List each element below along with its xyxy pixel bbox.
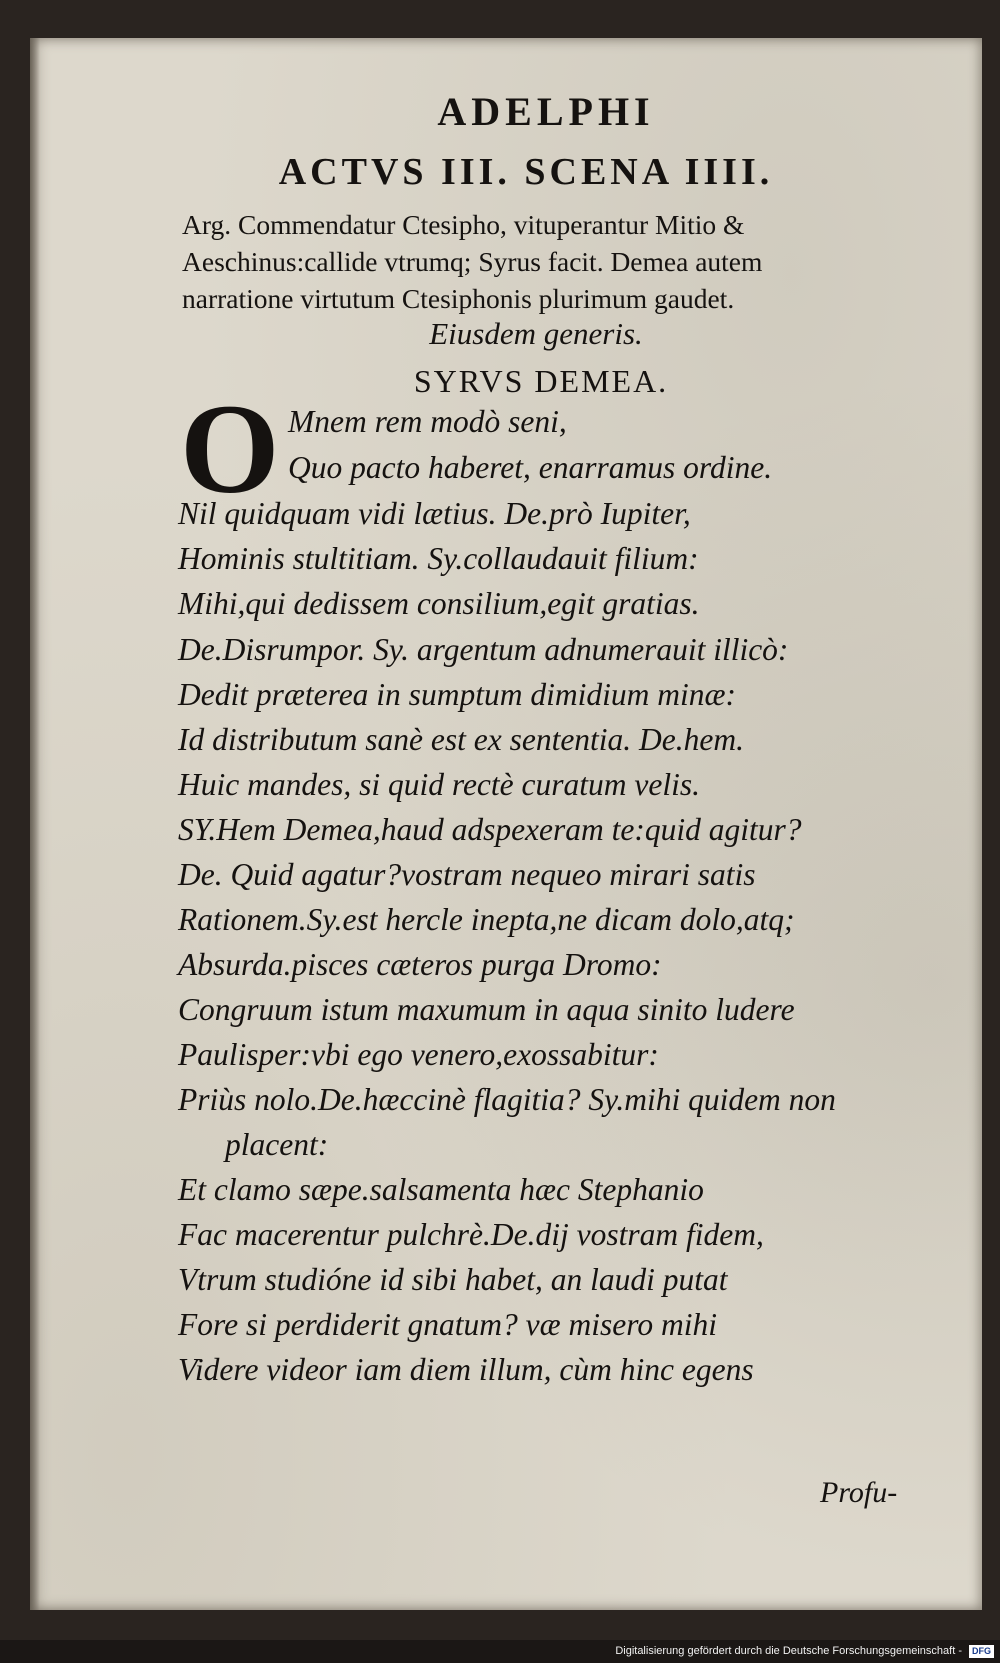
verse-line: Dedit præterea in sumptum dimidium minæ: [178, 677, 736, 712]
verse-line: Hominis stultitiam. Sy.collaudauit filium: [178, 541, 699, 576]
digitization-credit: Digitalisierung gefördert durch die Deutsche Forschungsgemeinschaft - [615, 1645, 962, 1657]
running-head: ADELPHI [437, 89, 655, 134]
verse-line: Fore si perdiderit gnatum? væ misero mihi [178, 1307, 717, 1342]
book-page [30, 38, 982, 1610]
verse-line: Congruum istum maxumum in aqua sinito ludere [178, 992, 795, 1027]
argument-line: Aeschinus:callide vtrumq; Syrus facit. Demea autem [182, 246, 763, 277]
dfg-logo: DFG [969, 1645, 994, 1658]
verse-line: Vtrum studióne id sibi habet, an laudi putat [178, 1262, 728, 1297]
verse-line: Mnem rem modò seni, [288, 404, 567, 439]
speakers-line: SYRVS DEMEA. [413, 363, 669, 399]
genre-line: Eiusdem generis. [429, 316, 643, 351]
verse-line: Rationem.Sy.est hercle inepta,ne dicam dolo,atq; [178, 902, 795, 937]
verse-line: Id distributum sanè est ex sententia. De.hem. [178, 722, 745, 757]
verse-line: SY.Hem Demea,haud adspexeram te:quid agitur? [178, 812, 802, 847]
drop-cap-initial: O [180, 378, 280, 520]
verse-line: Paulisper:vbi ego venero,exossabitur: [178, 1037, 659, 1072]
page-gutter-shadow [30, 38, 40, 1610]
verse-line-continuation: placent: [225, 1127, 329, 1162]
argument-line: Arg. Commendatur Ctesipho, vituperantur Mitio & [182, 209, 745, 240]
verse-line: Absurda.pisces cæteros purga Dromo: [178, 947, 662, 982]
verse-line: De.Disrumpor. Sy. argentum adnumerauit illicò: [178, 632, 789, 667]
verse-line: Videre videor iam diem illum, cùm hinc egens [178, 1352, 754, 1387]
verse-line: Mihi,qui dedissem consilium,egit gratias. [178, 586, 700, 621]
verse-line: De. Quid agatur?vostram nequeo mirari satis [178, 857, 756, 892]
argument-paragraph [182, 206, 962, 317]
verse-line: Priùs nolo.De.hæccinè flagitia? Sy.mihi quidem non [178, 1082, 836, 1117]
verse-line: Quo pacto haberet, enarramus ordine. [288, 450, 773, 485]
verse-line: Et clamo sæpe.salsamenta hæc Stephanio [178, 1172, 704, 1207]
verse-line: Fac macerentur pulchrè.De.dij vostram fidem, [178, 1217, 764, 1252]
argument-line: narratione virtutum Ctesiphonis plurimum gaudet. [182, 283, 735, 314]
verse-line: Huic mandes, si quid rectè curatum velis. [178, 767, 700, 802]
verse-line: Nil quidquam vidi lætius. De.prò Iupiter, [178, 496, 691, 531]
act-scene-heading: ACTVS III. SCENA IIII. [278, 151, 774, 193]
catchword: Profu- [820, 1476, 898, 1509]
